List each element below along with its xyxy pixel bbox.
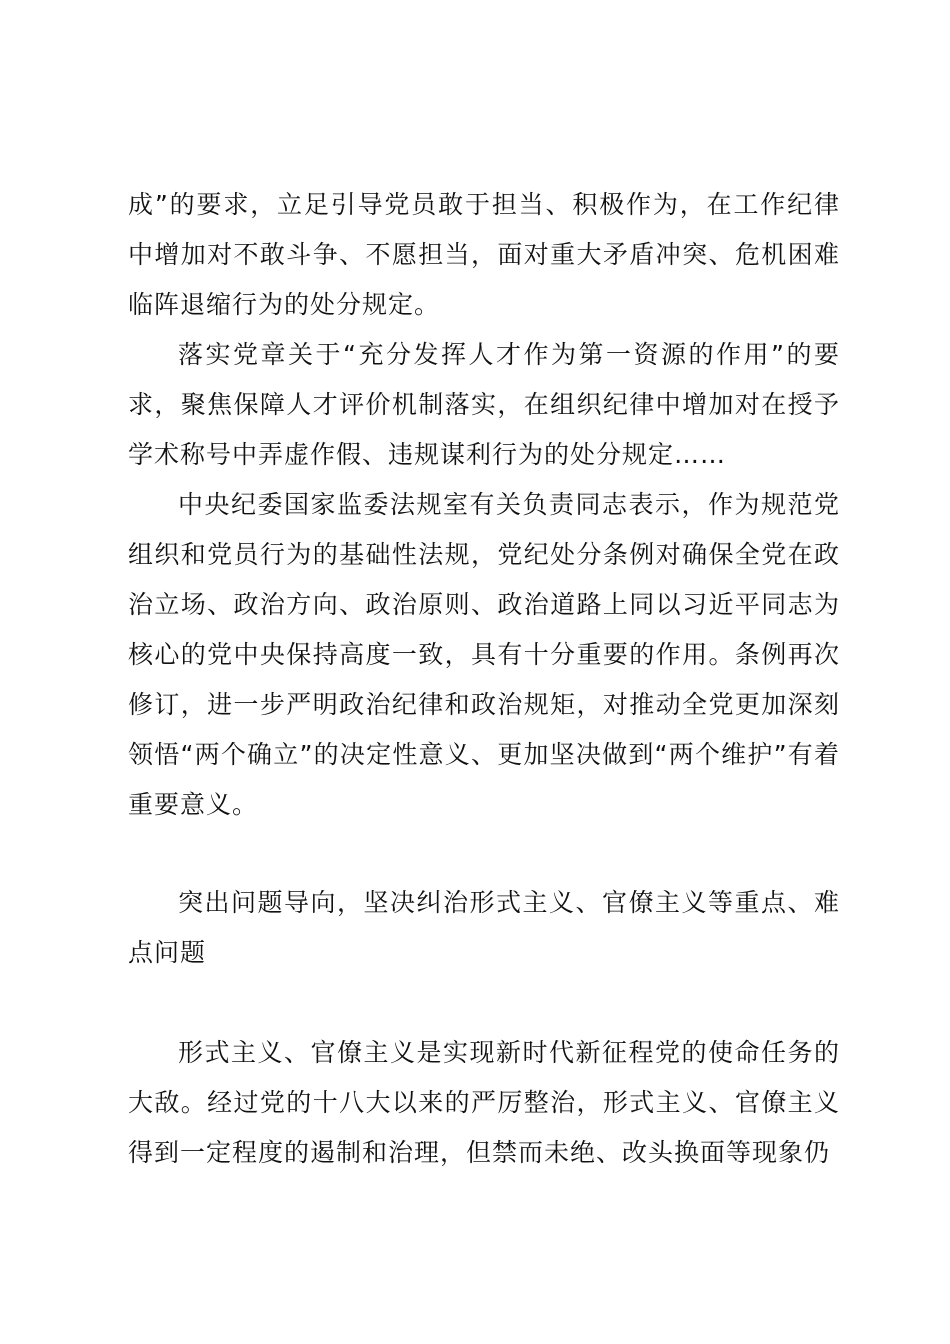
paragraph-continuation: 成”的要求，立足引导党员敢于担当、积极作为，在工作纪律中增加对不敢斗争、不愿担当，面对重大矛盾冲突、危机困难临阵退缩行为的处分规定。: [128, 190, 840, 319]
section-heading: 突出问题导向，坚决纠治形式主义、官僚主义等重点、难点问题: [128, 888, 840, 967]
paragraph-official-statement: 中央纪委国家监委法规室有关负责同志表示，作为规范党组织和党员行为的基础性法规，党纪处分条例对确保全党在政治立场、政治方向、政治原则、政治道路上同以习近平同志为核心的党中央保持高度一致，具有十分重要的作用。条例再次修订，进一步严明政治纪律和政治规矩，对推动全党更加深刻领悟“两个确立”的决定性意义、更加坚决做到“两个维护”有着重要意义。: [128, 490, 840, 819]
paragraph-formalism: 形式主义、官僚主义是实现新时代新征程党的使命任务的大敌。经过党的十八大以来的严厉整治，形式主义、官僚主义得到一定程度的遏制和治理，但禁而未绝、改头换面等现象仍: [128, 1038, 840, 1167]
paragraph-talent-provision: 落实党章关于“充分发挥人才作为第一资源的作用”的要求，聚焦保障人才评价机制落实，在组织纪律中增加对在授予学术称号中弄虚作假、违规谋利行为的处分规定……: [128, 340, 840, 469]
